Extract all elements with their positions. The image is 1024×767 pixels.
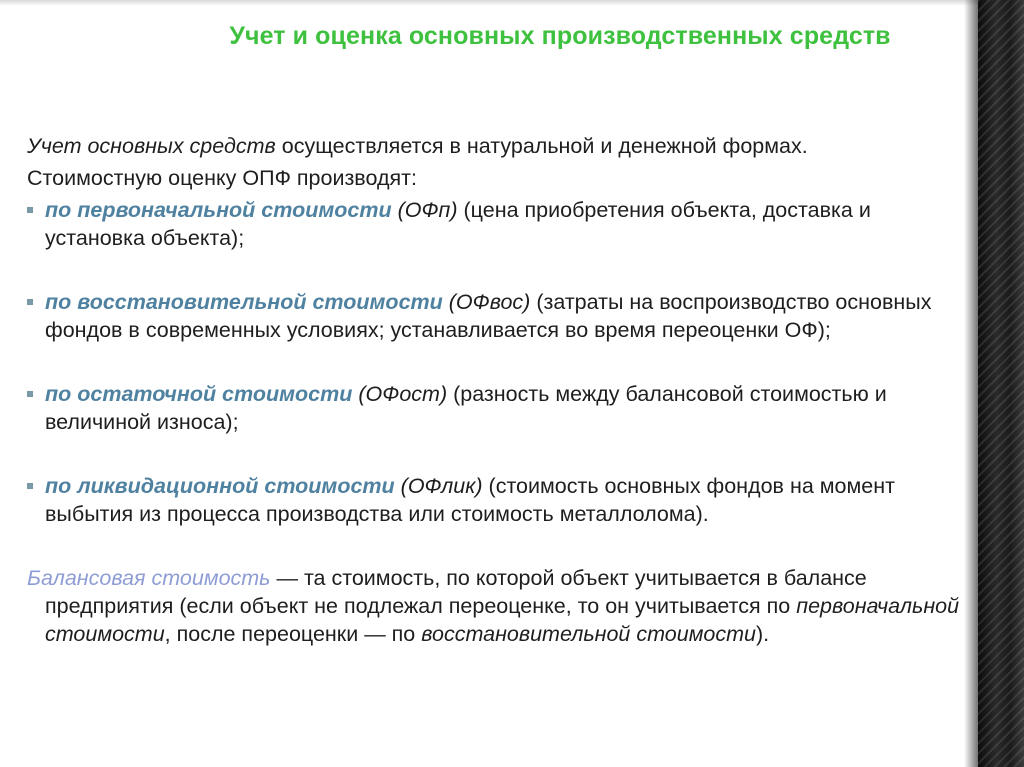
intro-rest: осуществляется в натуральной и денежной формах.	[275, 134, 808, 158]
bullet-square-icon	[27, 207, 33, 213]
bullet-item-replacement-cost	[27, 288, 972, 344]
bullet-term: по первоначальной стоимости	[45, 198, 392, 222]
bullet-term: по ликвидационной стоимости	[45, 474, 395, 498]
bullet-text: (цена приобретения объекта, доставка и установка объекта);	[45, 198, 871, 250]
bullet-item-original-cost	[27, 196, 972, 252]
bullet-square-icon	[27, 299, 33, 305]
slide-title: Учет и оценка основных производственных средств	[229, 22, 891, 50]
bullet-item-liquidation-cost	[27, 472, 972, 528]
bullet-item-residual-cost	[27, 380, 972, 436]
bullet-text: (стоимость основных фондов на момент выбытия из процесса производства или стоимость металлолома).	[45, 474, 895, 526]
bullet-text: (разность между балансовой стоимостью и величиной износа);	[45, 382, 887, 434]
definition-part3: ).	[756, 622, 770, 646]
bullet-term: по восстановительной стоимости	[45, 290, 443, 314]
bullet-text: (затраты на воспроизводство основных фондов в современных условиях; устанавливается во время переоценки ОФ);	[45, 290, 932, 342]
bullet-square-icon	[27, 391, 33, 397]
intro-term: Учет основных средств	[27, 134, 276, 158]
definition-italic1: первоначальной стоимости	[45, 594, 960, 646]
definition-term: Балансовая стоимость	[27, 566, 271, 590]
bullet-term: по остаточной стоимости	[45, 382, 353, 406]
top-shadow	[0, 0, 978, 6]
decorative-edge-stripe	[978, 0, 1024, 767]
definition-paragraph	[27, 564, 972, 648]
slide-content	[27, 132, 972, 648]
bullet-abbr: (ОФп)	[391, 198, 458, 222]
bullet-abbr: (ОФвос)	[442, 290, 531, 314]
lead-line: Стоимостную оценку ОПФ производят:	[27, 166, 417, 190]
definition-italic2: восстановительной стоимости	[421, 622, 757, 646]
bullet-abbr: (ОФлик)	[394, 474, 483, 498]
bullet-abbr: (ОФост)	[352, 382, 448, 406]
bullet-square-icon	[27, 483, 33, 489]
intro-line	[27, 132, 972, 160]
definition-part2: , после переоценки — по	[164, 622, 422, 646]
definition-part1: — та стоимость, по которой объект учитывается в балансе предприятия (если объект не подлежал переоценке, то он учитывается по	[45, 566, 867, 618]
